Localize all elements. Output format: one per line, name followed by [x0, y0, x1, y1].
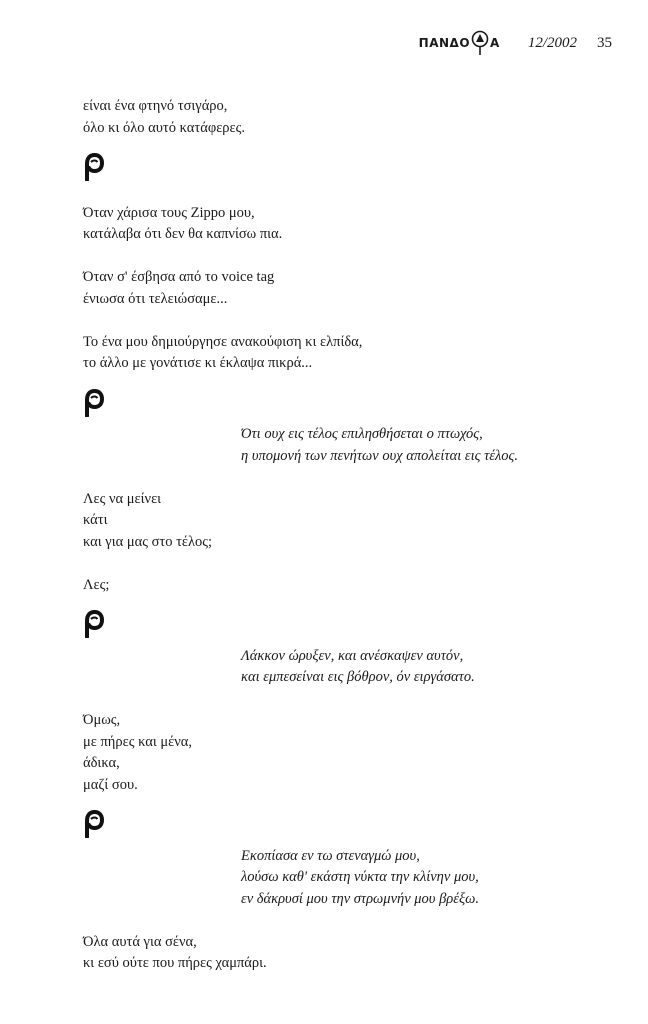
verse-line: κάτι [83, 512, 108, 528]
page-number: 35 [597, 34, 612, 51]
magazine-logo [419, 30, 500, 56]
verse-line: Όταν σ' έσβησα από το voice tag [83, 269, 275, 285]
verse-line: είναι ένα φτηνό τσιγάρο, [83, 98, 228, 114]
stanza-4 [83, 332, 618, 375]
scripture-quote-3 [241, 846, 618, 911]
scripture-quote-1 [241, 424, 618, 467]
stanza-8 [83, 932, 618, 975]
quote-line: λούσω καθ' εκάστη νύκτα την κλίνην μου, [241, 869, 479, 885]
verse-line: άδικα, [83, 755, 120, 771]
stanza-2 [83, 203, 618, 246]
issue-date: 12/2002 [527, 34, 577, 51]
verse-line: Το ένα μου δημιούργησε ανακούφιση κι ελπίδα, [83, 333, 363, 350]
verse-line: κατάλαβα ότι δεν θα καπνίσω πια. [83, 226, 283, 242]
verse-line: όλο κι όλο αυτό κατάφερες. [83, 119, 245, 136]
scripture-quote-2 [241, 646, 618, 689]
stanza-5 [83, 489, 618, 554]
page-header [419, 30, 612, 56]
verse-line: Λες να μείνει [83, 490, 162, 507]
verse-line: Λες; [83, 576, 110, 593]
verse-line: ένιωσα ότι τελειώσαμε... [83, 290, 228, 307]
verse-line: Όταν χάρισα τους Zippo μου, [83, 204, 255, 221]
verse-line: Όμως, [83, 712, 121, 728]
verse-line: Όλα αυτά για σένα, [83, 933, 197, 950]
quote-line: και εμπεσείναι εις βόθρον, όν ειργάσατο. [241, 669, 475, 685]
verse-line: και για μας στο τέλος; [83, 533, 213, 550]
stanza-1 [83, 96, 618, 139]
poem-body [83, 96, 618, 975]
quote-line: Ότι ουχ εις τέλος επιλησθήσεται ο πτωχός, [241, 426, 483, 442]
rho-section-mark-icon [83, 153, 105, 181]
quote-line: Λάκκον ώρυξεν, και ανέσκαψεν αυτόν, [241, 647, 464, 664]
rho-section-mark-icon [83, 610, 105, 638]
rho-section-mark-icon [83, 810, 105, 838]
logo-text-right: Α [490, 36, 500, 50]
verse-line: κι εσύ ούτε που πήρες χαμπάρι. [83, 955, 267, 971]
pandora-logo-icon [471, 30, 489, 56]
stanza-3 [83, 267, 618, 310]
quote-line: η υπομονή των πενήτων ουχ απολείται εις τέλος. [241, 447, 519, 464]
rho-section-mark-icon [83, 389, 105, 417]
verse-line: το άλλο με γονάτισε κι έκλαψα πικρά... [83, 355, 313, 371]
verse-line: με πήρες και μένα, [83, 733, 193, 750]
stanza-7 [83, 710, 618, 796]
quote-line: Εκοπίασα εν τω στεναγμώ μου, [241, 847, 420, 864]
verse-line: μαζί σου. [83, 776, 138, 793]
stanza-6 [83, 575, 618, 597]
quote-line: εν δάκρυσί μου την στρωμνήν μου βρέξω. [241, 890, 480, 907]
logo-text-left: ΠΑΝΔΟ [418, 36, 471, 50]
